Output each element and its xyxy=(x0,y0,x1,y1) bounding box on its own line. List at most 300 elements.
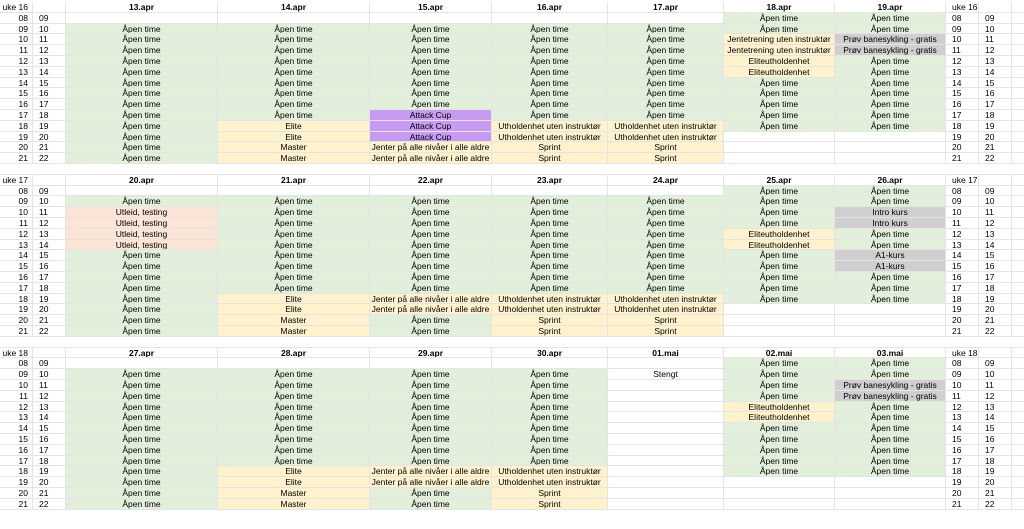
header-spacer-cell[interactable] xyxy=(33,348,66,358)
hour-end-cell[interactable]: 21 xyxy=(33,142,66,152)
hour-start-cell-right[interactable]: 18 xyxy=(946,466,979,476)
hour-end-cell[interactable]: 15 xyxy=(33,423,66,433)
schedule-cell[interactable]: Jenter på alle nivåer i alle aldre xyxy=(370,294,492,304)
hour-start-cell-right[interactable]: 16 xyxy=(946,445,979,455)
schedule-cell[interactable]: Åpen time xyxy=(608,45,724,55)
schedule-cell[interactable] xyxy=(835,488,946,498)
hour-start-cell[interactable]: 17 xyxy=(0,456,33,466)
hour-start-cell-right[interactable]: 10 xyxy=(946,380,979,390)
empty-cell[interactable] xyxy=(1012,186,1024,196)
hour-end-cell-right[interactable]: 14 xyxy=(979,67,1012,77)
header-spacer-cell[interactable] xyxy=(979,175,1012,185)
schedule-cell[interactable]: Åpen time xyxy=(218,283,370,293)
empty-cell[interactable] xyxy=(1012,240,1024,250)
schedule-cell[interactable]: Åpen time xyxy=(608,24,724,34)
schedule-cell[interactable]: Åpen time xyxy=(724,391,835,401)
hour-end-cell[interactable]: 15 xyxy=(33,250,66,260)
schedule-cell[interactable]: Åpen time xyxy=(724,272,835,282)
hour-start-cell[interactable]: 18 xyxy=(0,466,33,476)
schedule-cell[interactable] xyxy=(370,358,492,368)
schedule-cell[interactable]: Master xyxy=(218,153,370,163)
hour-start-cell[interactable]: 11 xyxy=(0,391,33,401)
empty-cell[interactable] xyxy=(1012,315,1024,325)
hour-end-cell[interactable]: 11 xyxy=(33,380,66,390)
schedule-cell[interactable]: Åpen time xyxy=(66,402,218,412)
schedule-cell[interactable] xyxy=(724,477,835,487)
schedule-cell[interactable]: Åpen time xyxy=(66,88,218,98)
empty-cell[interactable] xyxy=(1012,358,1024,368)
day-header-cell[interactable]: 13.apr xyxy=(66,2,218,12)
schedule-cell[interactable]: Jenter på alle nivåer i alle aldre xyxy=(370,153,492,163)
schedule-cell[interactable]: Åpen time xyxy=(724,283,835,293)
schedule-cell[interactable]: Åpen time xyxy=(492,391,608,401)
hour-start-cell[interactable]: 20 xyxy=(0,488,33,498)
schedule-cell[interactable] xyxy=(608,445,724,455)
schedule-cell[interactable]: Åpen time xyxy=(66,24,218,34)
schedule-cell[interactable]: Åpen time xyxy=(492,250,608,260)
hour-end-cell-right[interactable]: 20 xyxy=(979,304,1012,314)
hour-end-cell[interactable]: 09 xyxy=(33,186,66,196)
hour-end-cell[interactable]: 10 xyxy=(33,369,66,379)
header-spacer-cell[interactable] xyxy=(979,2,1012,12)
hour-end-cell-right[interactable]: 09 xyxy=(979,13,1012,23)
hour-start-cell-right[interactable]: 17 xyxy=(946,456,979,466)
hour-start-cell-right[interactable]: 17 xyxy=(946,283,979,293)
schedule-cell[interactable]: Åpen time xyxy=(66,304,218,314)
week-label-left[interactable]: uke 16 xyxy=(0,2,33,12)
schedule-cell[interactable]: Åpen time xyxy=(835,466,946,476)
hour-start-cell-right[interactable]: 19 xyxy=(946,304,979,314)
hour-start-cell[interactable]: 12 xyxy=(0,402,33,412)
schedule-cell[interactable] xyxy=(724,304,835,314)
schedule-cell[interactable]: Åpen time xyxy=(218,250,370,260)
hour-end-cell-right[interactable]: 13 xyxy=(979,229,1012,239)
schedule-cell[interactable] xyxy=(608,434,724,444)
schedule-cell[interactable]: Åpen time xyxy=(835,272,946,282)
hour-end-cell-right[interactable]: 11 xyxy=(979,34,1012,44)
hour-end-cell[interactable]: 12 xyxy=(33,218,66,228)
schedule-cell[interactable] xyxy=(608,488,724,498)
hour-start-cell[interactable]: 09 xyxy=(0,24,33,34)
empty-cell[interactable] xyxy=(1012,196,1024,206)
schedule-cell[interactable]: Åpen time xyxy=(835,88,946,98)
empty-cell[interactable] xyxy=(1012,283,1024,293)
schedule-cell[interactable] xyxy=(66,186,218,196)
empty-cell[interactable] xyxy=(1012,142,1024,152)
schedule-cell[interactable]: Åpen time xyxy=(66,477,218,487)
schedule-cell[interactable]: Åpen time xyxy=(608,99,724,109)
schedule-cell[interactable]: Åpen time xyxy=(608,229,724,239)
schedule-cell[interactable]: Åpen time xyxy=(66,488,218,498)
schedule-cell[interactable]: Åpen time xyxy=(608,88,724,98)
hour-end-cell-right[interactable]: 12 xyxy=(979,45,1012,55)
hour-start-cell[interactable]: 20 xyxy=(0,142,33,152)
schedule-cell[interactable]: Åpen time xyxy=(370,412,492,422)
schedule-cell[interactable]: Åpen time xyxy=(66,294,218,304)
schedule-cell[interactable]: Åpen time xyxy=(608,196,724,206)
schedule-cell[interactable]: Åpen time xyxy=(724,186,835,196)
hour-end-cell-right[interactable]: 17 xyxy=(979,99,1012,109)
schedule-cell[interactable]: Åpen time xyxy=(218,196,370,206)
schedule-cell[interactable] xyxy=(370,186,492,196)
schedule-cell[interactable]: Åpen time xyxy=(492,240,608,250)
schedule-cell[interactable]: Åpen time xyxy=(66,283,218,293)
schedule-cell[interactable]: Åpen time xyxy=(370,56,492,66)
hour-end-cell[interactable]: 18 xyxy=(33,283,66,293)
empty-cell[interactable] xyxy=(1012,110,1024,120)
hour-start-cell-right[interactable]: 20 xyxy=(946,488,979,498)
schedule-cell[interactable]: Åpen time xyxy=(492,34,608,44)
empty-cell[interactable] xyxy=(1012,402,1024,412)
hour-start-cell[interactable]: 12 xyxy=(0,229,33,239)
hour-start-cell[interactable]: 08 xyxy=(0,358,33,368)
schedule-cell[interactable]: Åpen time xyxy=(835,423,946,433)
hour-start-cell[interactable]: 15 xyxy=(0,261,33,271)
schedule-cell[interactable]: Åpen time xyxy=(608,283,724,293)
hour-start-cell-right[interactable]: 18 xyxy=(946,294,979,304)
schedule-cell[interactable]: Åpen time xyxy=(218,88,370,98)
schedule-cell[interactable]: Åpen time xyxy=(218,380,370,390)
schedule-cell[interactable]: Åpen time xyxy=(835,240,946,250)
hour-end-cell[interactable]: 13 xyxy=(33,402,66,412)
hour-start-cell-right[interactable]: 12 xyxy=(946,229,979,239)
schedule-cell[interactable]: Utholdenhet uten instruktør xyxy=(492,477,608,487)
schedule-cell[interactable]: Åpen time xyxy=(370,67,492,77)
schedule-cell[interactable]: Åpen time xyxy=(370,456,492,466)
schedule-cell[interactable]: Sprint xyxy=(608,153,724,163)
schedule-cell[interactable]: Stengt xyxy=(608,369,724,379)
hour-end-cell-right[interactable]: 09 xyxy=(979,186,1012,196)
schedule-cell[interactable]: Åpen time xyxy=(218,56,370,66)
schedule-cell[interactable] xyxy=(218,358,370,368)
schedule-cell[interactable]: Elite xyxy=(218,132,370,142)
schedule-cell[interactable]: Åpen time xyxy=(370,315,492,325)
schedule-cell[interactable]: Åpen time xyxy=(66,380,218,390)
schedule-cell[interactable]: Åpen time xyxy=(492,24,608,34)
hour-end-cell[interactable]: 17 xyxy=(33,99,66,109)
hour-start-cell-right[interactable]: 16 xyxy=(946,272,979,282)
hour-start-cell[interactable]: 11 xyxy=(0,218,33,228)
schedule-cell[interactable]: Åpen time xyxy=(724,445,835,455)
schedule-cell[interactable]: Åpen time xyxy=(66,110,218,120)
schedule-cell[interactable]: Åpen time xyxy=(835,229,946,239)
schedule-cell[interactable]: Attack Cup xyxy=(370,110,492,120)
schedule-cell[interactable] xyxy=(492,358,608,368)
hour-end-cell[interactable]: 18 xyxy=(33,456,66,466)
schedule-cell[interactable]: Åpen time xyxy=(608,261,724,271)
schedule-cell[interactable]: Åpen time xyxy=(608,67,724,77)
schedule-cell[interactable]: Åpen time xyxy=(66,466,218,476)
schedule-cell[interactable] xyxy=(492,186,608,196)
hour-start-cell[interactable]: 13 xyxy=(0,240,33,250)
hour-end-cell[interactable]: 22 xyxy=(33,499,66,509)
schedule-cell[interactable]: Åpen time xyxy=(370,445,492,455)
hour-start-cell-right[interactable]: 14 xyxy=(946,423,979,433)
week-label-left[interactable]: uke 18 xyxy=(0,348,33,358)
schedule-cell[interactable] xyxy=(492,13,608,23)
week-label-right[interactable]: uke 18 xyxy=(946,348,979,358)
schedule-cell[interactable]: Utholdenhet uten instruktør xyxy=(608,294,724,304)
schedule-cell[interactable]: A1-kurs xyxy=(835,250,946,260)
schedule-cell[interactable]: Åpen time xyxy=(370,88,492,98)
schedule-cell[interactable]: Åpen time xyxy=(370,207,492,217)
schedule-cell[interactable] xyxy=(835,315,946,325)
schedule-cell[interactable]: Jenter på alle nivåer i alle aldre xyxy=(370,142,492,152)
hour-start-cell[interactable]: 19 xyxy=(0,132,33,142)
empty-cell[interactable] xyxy=(1012,369,1024,379)
hour-start-cell-right[interactable]: 15 xyxy=(946,261,979,271)
hour-end-cell[interactable]: 11 xyxy=(33,207,66,217)
schedule-cell[interactable]: Åpen time xyxy=(370,240,492,250)
empty-cell[interactable] xyxy=(1012,261,1024,271)
day-header-cell[interactable]: 18.apr xyxy=(724,2,835,12)
day-header-cell[interactable]: 30.apr xyxy=(492,348,608,358)
empty-cell[interactable] xyxy=(1012,326,1024,336)
hour-end-cell[interactable]: 15 xyxy=(33,78,66,88)
schedule-cell[interactable]: Åpen time xyxy=(492,261,608,271)
schedule-cell[interactable] xyxy=(608,186,724,196)
day-header-cell[interactable]: 17.apr xyxy=(608,2,724,12)
hour-start-cell[interactable]: 17 xyxy=(0,110,33,120)
hour-start-cell-right[interactable]: 13 xyxy=(946,240,979,250)
empty-cell[interactable] xyxy=(1012,456,1024,466)
schedule-cell[interactable] xyxy=(608,499,724,509)
week-label-right[interactable]: uke 17 xyxy=(946,175,979,185)
schedule-cell[interactable]: Utholdenhet uten instruktør xyxy=(492,294,608,304)
schedule-cell[interactable]: Åpen time xyxy=(835,99,946,109)
hour-start-cell-right[interactable]: 21 xyxy=(946,153,979,163)
schedule-cell[interactable]: Åpen time xyxy=(608,34,724,44)
week-label-right[interactable]: uke 16 xyxy=(946,2,979,12)
schedule-cell[interactable]: Attack Cup xyxy=(370,121,492,131)
hour-end-cell[interactable]: 21 xyxy=(33,315,66,325)
schedule-cell[interactable] xyxy=(608,13,724,23)
schedule-cell[interactable]: Åpen time xyxy=(66,412,218,422)
schedule-cell[interactable]: Åpen time xyxy=(724,78,835,88)
schedule-cell[interactable] xyxy=(218,186,370,196)
schedule-cell[interactable]: Åpen time xyxy=(218,391,370,401)
hour-end-cell[interactable]: 10 xyxy=(33,24,66,34)
schedule-cell[interactable] xyxy=(608,402,724,412)
schedule-cell[interactable] xyxy=(724,499,835,509)
hour-start-cell-right[interactable]: 11 xyxy=(946,45,979,55)
empty-cell[interactable] xyxy=(1012,56,1024,66)
hour-end-cell-right[interactable]: 20 xyxy=(979,132,1012,142)
schedule-cell[interactable]: Sprint xyxy=(608,315,724,325)
schedule-cell[interactable]: Åpen time xyxy=(218,272,370,282)
schedule-cell[interactable]: Åpen time xyxy=(724,110,835,120)
empty-cell[interactable] xyxy=(1012,2,1024,12)
schedule-cell[interactable]: Åpen time xyxy=(492,88,608,98)
schedule-cell[interactable] xyxy=(724,315,835,325)
schedule-cell[interactable]: Åpen time xyxy=(608,240,724,250)
hour-start-cell-right[interactable]: 08 xyxy=(946,13,979,23)
day-header-cell[interactable]: 24.apr xyxy=(608,175,724,185)
hour-end-cell-right[interactable]: 19 xyxy=(979,121,1012,131)
hour-end-cell-right[interactable]: 20 xyxy=(979,477,1012,487)
schedule-cell[interactable]: Åpen time xyxy=(370,402,492,412)
schedule-cell[interactable]: Attack Cup xyxy=(370,132,492,142)
hour-end-cell[interactable]: 20 xyxy=(33,304,66,314)
hour-end-cell-right[interactable]: 10 xyxy=(979,24,1012,34)
day-header-cell[interactable]: 23.apr xyxy=(492,175,608,185)
schedule-cell[interactable]: Jentetrening uten instruktør xyxy=(724,45,835,55)
schedule-cell[interactable]: Åpen time xyxy=(66,56,218,66)
schedule-cell[interactable]: Åpen time xyxy=(370,283,492,293)
hour-start-cell-right[interactable]: 08 xyxy=(946,186,979,196)
schedule-cell[interactable]: Åpen time xyxy=(492,423,608,433)
schedule-cell[interactable]: Åpen time xyxy=(492,402,608,412)
schedule-cell[interactable]: Elite xyxy=(218,121,370,131)
hour-end-cell-right[interactable]: 19 xyxy=(979,466,1012,476)
schedule-cell[interactable]: Prøv banesykling - gratis xyxy=(835,34,946,44)
schedule-cell[interactable]: Åpen time xyxy=(218,218,370,228)
schedule-cell[interactable]: Åpen time xyxy=(66,315,218,325)
header-spacer-cell[interactable] xyxy=(33,175,66,185)
schedule-cell[interactable]: Master xyxy=(218,142,370,152)
hour-end-cell-right[interactable]: 22 xyxy=(979,153,1012,163)
hour-start-cell[interactable]: 15 xyxy=(0,434,33,444)
schedule-cell[interactable]: Sprint xyxy=(492,326,608,336)
hour-start-cell-right[interactable]: 09 xyxy=(946,196,979,206)
hour-end-cell-right[interactable]: 16 xyxy=(979,88,1012,98)
schedule-cell[interactable]: Åpen time xyxy=(724,250,835,260)
schedule-cell[interactable]: Åpen time xyxy=(724,380,835,390)
hour-start-cell-right[interactable]: 14 xyxy=(946,78,979,88)
hour-start-cell[interactable]: 12 xyxy=(0,56,33,66)
empty-cell[interactable] xyxy=(1012,132,1024,142)
schedule-cell[interactable]: Åpen time xyxy=(66,445,218,455)
schedule-cell[interactable]: Åpen time xyxy=(370,24,492,34)
hour-end-cell[interactable]: 12 xyxy=(33,45,66,55)
hour-end-cell-right[interactable]: 22 xyxy=(979,326,1012,336)
schedule-cell[interactable]: Eliteutholdenhet xyxy=(724,229,835,239)
hour-end-cell-right[interactable]: 12 xyxy=(979,391,1012,401)
empty-cell[interactable] xyxy=(1012,78,1024,88)
schedule-cell[interactable]: Åpen time xyxy=(608,250,724,260)
empty-cell[interactable] xyxy=(1012,423,1024,433)
schedule-cell[interactable]: Åpen time xyxy=(370,272,492,282)
hour-start-cell-right[interactable]: 12 xyxy=(946,402,979,412)
schedule-cell[interactable]: Åpen time xyxy=(492,78,608,88)
schedule-cell[interactable]: Åpen time xyxy=(66,121,218,131)
schedule-cell[interactable]: Åpen time xyxy=(66,196,218,206)
schedule-cell[interactable]: Åpen time xyxy=(66,326,218,336)
empty-cell[interactable] xyxy=(1012,250,1024,260)
schedule-cell[interactable]: Åpen time xyxy=(218,456,370,466)
schedule-cell[interactable]: Åpen time xyxy=(66,78,218,88)
schedule-cell[interactable] xyxy=(66,13,218,23)
hour-start-cell-right[interactable]: 09 xyxy=(946,24,979,34)
schedule-cell[interactable] xyxy=(608,412,724,422)
empty-cell[interactable] xyxy=(1012,218,1024,228)
schedule-cell[interactable] xyxy=(835,499,946,509)
schedule-cell[interactable]: Utleid, testing xyxy=(66,240,218,250)
schedule-cell[interactable]: Åpen time xyxy=(218,99,370,109)
hour-start-cell[interactable]: 10 xyxy=(0,34,33,44)
schedule-cell[interactable]: Åpen time xyxy=(66,67,218,77)
hour-start-cell-right[interactable]: 16 xyxy=(946,99,979,109)
hour-start-cell[interactable]: 14 xyxy=(0,423,33,433)
schedule-cell[interactable]: Åpen time xyxy=(66,434,218,444)
schedule-cell[interactable]: Åpen time xyxy=(492,207,608,217)
schedule-cell[interactable]: Intro kurs xyxy=(835,218,946,228)
schedule-cell[interactable]: Åpen time xyxy=(66,153,218,163)
hour-start-cell[interactable]: 09 xyxy=(0,369,33,379)
day-header-cell[interactable]: 29.apr xyxy=(370,348,492,358)
schedule-cell[interactable]: Åpen time xyxy=(370,34,492,44)
day-header-cell[interactable]: 19.apr xyxy=(835,2,946,12)
hour-start-cell-right[interactable]: 20 xyxy=(946,315,979,325)
schedule-cell[interactable]: Åpen time xyxy=(370,78,492,88)
hour-end-cell-right[interactable]: 11 xyxy=(979,380,1012,390)
hour-start-cell-right[interactable]: 13 xyxy=(946,412,979,422)
hour-end-cell-right[interactable]: 19 xyxy=(979,294,1012,304)
hour-start-cell-right[interactable]: 12 xyxy=(946,56,979,66)
schedule-cell[interactable]: Åpen time xyxy=(370,261,492,271)
schedule-cell[interactable]: Master xyxy=(218,499,370,509)
header-spacer-cell[interactable] xyxy=(33,2,66,12)
schedule-cell[interactable]: Åpen time xyxy=(835,186,946,196)
schedule-cell[interactable]: Åpen time xyxy=(370,499,492,509)
schedule-cell[interactable]: Åpen time xyxy=(835,445,946,455)
schedule-cell[interactable]: Åpen time xyxy=(370,488,492,498)
schedule-cell[interactable]: Sprint xyxy=(492,499,608,509)
hour-start-cell-right[interactable]: 11 xyxy=(946,218,979,228)
schedule-cell[interactable]: Åpen time xyxy=(724,24,835,34)
schedule-cell[interactable]: Åpen time xyxy=(370,45,492,55)
schedule-cell[interactable]: Intro kurs xyxy=(835,207,946,217)
hour-end-cell[interactable]: 14 xyxy=(33,240,66,250)
empty-cell[interactable] xyxy=(1012,272,1024,282)
hour-end-cell[interactable]: 20 xyxy=(33,132,66,142)
hour-start-cell-right[interactable]: 08 xyxy=(946,358,979,368)
schedule-cell[interactable]: Åpen time xyxy=(218,402,370,412)
schedule-cell[interactable]: Jentetrening uten instruktør xyxy=(724,34,835,44)
hour-start-cell[interactable]: 08 xyxy=(0,13,33,23)
schedule-cell[interactable]: Elite xyxy=(218,477,370,487)
empty-cell[interactable] xyxy=(1012,88,1024,98)
hour-end-cell-right[interactable]: 14 xyxy=(979,412,1012,422)
hour-end-cell[interactable]: 11 xyxy=(33,34,66,44)
schedule-cell[interactable]: Åpen time xyxy=(218,24,370,34)
schedule-cell[interactable]: Utholdenhet uten instruktør xyxy=(608,132,724,142)
schedule-cell[interactable]: Åpen time xyxy=(835,358,946,368)
schedule-cell[interactable]: Åpen time xyxy=(370,391,492,401)
hour-end-cell[interactable]: 13 xyxy=(33,56,66,66)
schedule-cell[interactable]: Jenter på alle nivåer i alle aldre xyxy=(370,477,492,487)
hour-end-cell-right[interactable]: 16 xyxy=(979,261,1012,271)
schedule-cell[interactable]: Sprint xyxy=(492,153,608,163)
empty-cell[interactable] xyxy=(1012,348,1024,358)
hour-start-cell[interactable]: 21 xyxy=(0,326,33,336)
hour-end-cell-right[interactable]: 12 xyxy=(979,218,1012,228)
schedule-cell[interactable]: Åpen time xyxy=(218,261,370,271)
hour-start-cell-right[interactable]: 10 xyxy=(946,34,979,44)
hour-start-cell-right[interactable]: 20 xyxy=(946,142,979,152)
schedule-cell[interactable] xyxy=(724,326,835,336)
day-header-cell[interactable]: 03.mai xyxy=(835,348,946,358)
hour-end-cell[interactable]: 20 xyxy=(33,477,66,487)
schedule-cell[interactable]: Utholdenhet uten instruktør xyxy=(492,121,608,131)
schedule-cell[interactable]: Åpen time xyxy=(724,294,835,304)
hour-end-cell-right[interactable]: 14 xyxy=(979,240,1012,250)
hour-end-cell-right[interactable]: 17 xyxy=(979,445,1012,455)
hour-end-cell-right[interactable]: 13 xyxy=(979,56,1012,66)
hour-end-cell[interactable]: 22 xyxy=(33,153,66,163)
schedule-cell[interactable]: Åpen time xyxy=(218,34,370,44)
schedule-cell[interactable]: Elite xyxy=(218,466,370,476)
